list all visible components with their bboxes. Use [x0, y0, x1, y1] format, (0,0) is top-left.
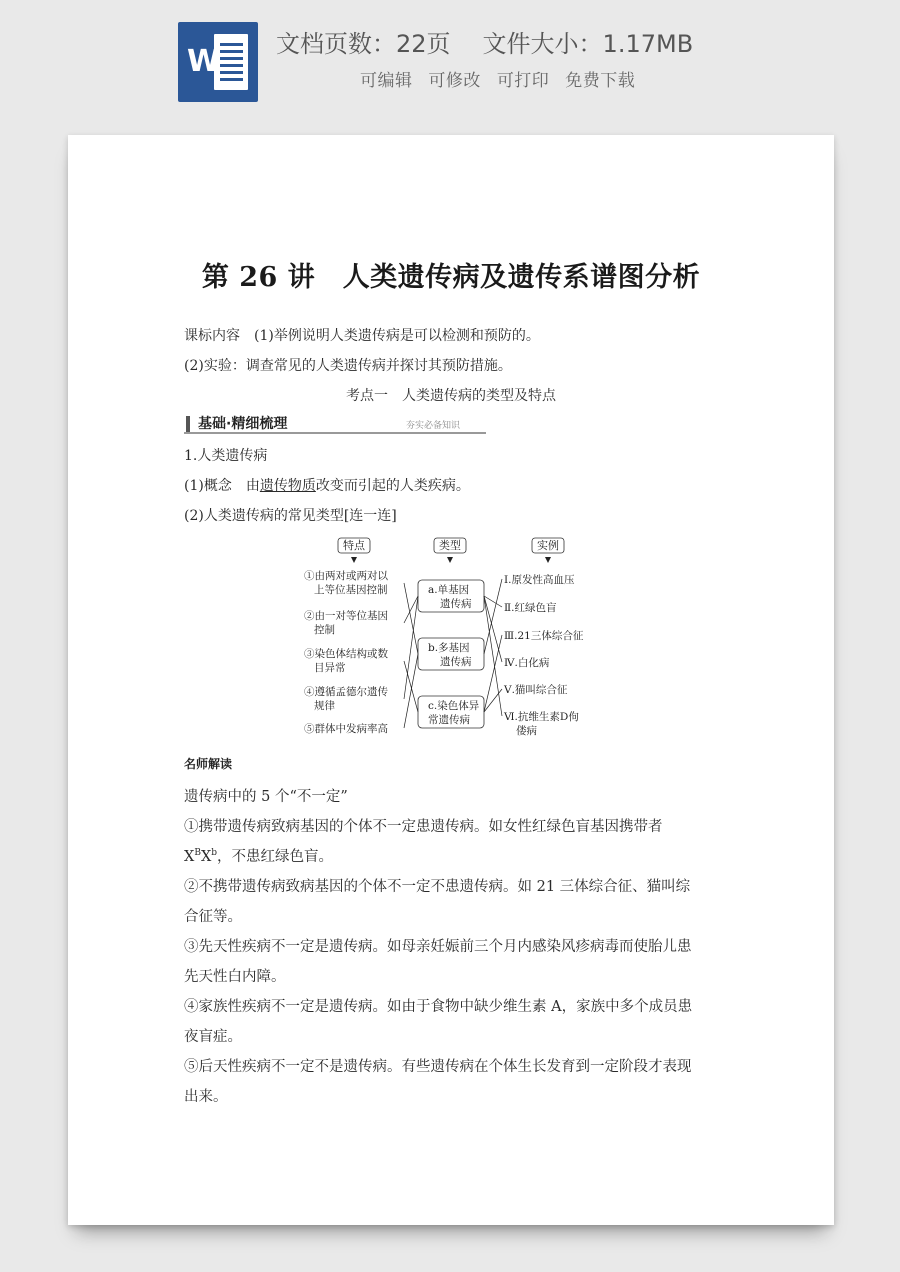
- arrow-down-icon: [447, 557, 453, 563]
- feature-free-download: 免费下载: [565, 71, 636, 91]
- arrow-down-icon: [351, 557, 357, 563]
- item-1-heading: 1.人类遗传病: [184, 448, 268, 464]
- connector-line: [404, 654, 418, 728]
- note-heading: 遗传病中的 5 个“不一定”: [184, 789, 348, 805]
- teacher-note-label: 名师解读: [184, 757, 233, 771]
- allele-dominant: B: [194, 848, 201, 858]
- section-marker: [186, 416, 190, 432]
- word-icon-letter: W: [187, 44, 221, 79]
- connector-line: [404, 661, 418, 712]
- example-1: Ⅰ.原发性高血压: [504, 574, 575, 586]
- file-info: [276, 24, 693, 59]
- note-4-line-1: ④家族性疾病不一定是遗传病。如由于食物中缺少维生素 A，家族中多个成员患: [184, 999, 693, 1015]
- connector-line: [404, 596, 418, 699]
- matching-diagram: [304, 535, 604, 745]
- feature-5: ⑤群体中发病率高: [304, 723, 388, 735]
- connector-line: [484, 596, 502, 716]
- feature-2-line-2: 控制: [314, 624, 335, 636]
- feature-1-line-2: 上等位基因控制: [314, 584, 388, 596]
- note-5-line-1: ⑤后天性疾病不一定不是遗传病。有些遗传病在个体生长发育到一定阶段才表现: [184, 1059, 692, 1075]
- feature-editable: 可编辑: [360, 71, 413, 91]
- arrow-down-icon: [545, 557, 551, 563]
- type-a-line-2: 遗传病: [440, 598, 472, 610]
- note-2-line-1: ②不携带遗传病致病基因的个体不一定不患遗传病。如 21 三体综合征、猫叫综: [184, 879, 691, 895]
- note-1-rest: ，不患红绿色盲。: [217, 849, 334, 865]
- topic-heading: 考点一 人类遗传病的类型及特点: [346, 388, 556, 404]
- document-page: [68, 135, 834, 1225]
- header-features: 特点: [343, 539, 365, 552]
- item-2-heading: (2)人类遗传病的常见类型[连一连]: [184, 508, 397, 524]
- type-b-line-2: 遗传病: [440, 656, 472, 668]
- header-examples: 实例: [537, 539, 559, 552]
- type-a-line-1: a.单基因: [428, 584, 470, 596]
- type-example-connectors: [484, 579, 502, 716]
- feature-printable: 可打印: [496, 71, 550, 91]
- example-6-line-2: 偻病: [516, 725, 537, 737]
- feature-modifiable: 可修改: [428, 71, 481, 91]
- connector-line: [484, 579, 502, 654]
- download-banner: [0, 0, 900, 120]
- feature-3-line-2: 目异常: [314, 662, 346, 674]
- section-header: [184, 415, 484, 433]
- file-size: 文件大小：1.17MB: [482, 30, 694, 58]
- feature-list: [360, 66, 645, 91]
- example-2: Ⅱ.红绿色盲: [504, 602, 557, 614]
- page-title: 第 26 讲 人类遗传病及遗传系谱图分析: [201, 262, 701, 293]
- type-b-line-1: b.多基因: [428, 642, 470, 654]
- type-c-line-2: 常遗传病: [428, 714, 470, 726]
- example-6-line-1: Ⅵ.抗维生素D佝: [504, 711, 579, 723]
- feature-2-line-1: ②由一对等位基因: [304, 610, 388, 622]
- feature-3-line-1: ③染色体结构或数: [304, 648, 388, 660]
- section-underline: [184, 432, 486, 434]
- example-3: Ⅲ.21三体综合征: [504, 630, 584, 642]
- allele-recessive: b: [211, 848, 218, 858]
- feature-4-line-2: 规律: [314, 700, 335, 712]
- type-c-line-1: c.染色体异: [428, 700, 480, 712]
- genotype-x2: X: [200, 849, 212, 865]
- genotype-x1: X: [184, 849, 195, 865]
- word-document-icon: [178, 22, 258, 102]
- example-4: Ⅳ.白化病: [504, 657, 550, 669]
- section-tag: 夯实必备知识: [406, 421, 461, 431]
- note-2-line-2: 合征等。: [184, 909, 242, 925]
- feature-type-connectors: [404, 583, 418, 728]
- concept-suffix: 改变而引起的人类疾病。: [315, 478, 470, 494]
- header-types: 类型: [439, 539, 461, 552]
- curriculum-line-2: (2)实验：调查常见的人类遗传病并探讨其预防措施。: [184, 358, 512, 374]
- note-5-line-2: 出来。: [184, 1089, 228, 1105]
- note-1-line-2: [184, 845, 333, 866]
- feature-4-line-1: ④遵循孟德尔遗传: [304, 686, 388, 698]
- page-count: 文档页数：22页: [276, 30, 451, 58]
- concept-keyword: 遗传物质: [259, 478, 316, 494]
- note-3-line-1: ③先天性疾病不一定是遗传病。如母亲妊娠前三个月内感染风疹病毒而使胎儿患: [184, 939, 692, 955]
- example-5: Ⅴ.猫叫综合征: [504, 684, 568, 696]
- note-3-line-2: 先天性白内障。: [184, 969, 286, 985]
- note-1-line-1: ①携带遗传病致病基因的个体不一定患遗传病。如女性红绿色盲基因携带者: [184, 819, 663, 835]
- section-label: 基础·精细梳理: [198, 416, 288, 432]
- curriculum-line-1: 课标内容 (1)举例说明人类遗传病是可以检测和预防的。: [184, 328, 540, 344]
- feature-1-line-1: ①由两对或两对以: [304, 570, 388, 582]
- note-4-line-2: 夜盲症。: [184, 1029, 242, 1045]
- concept-prefix: (1)概念 由: [184, 478, 260, 494]
- connector-line: [484, 596, 502, 662]
- concept-line: [184, 475, 470, 495]
